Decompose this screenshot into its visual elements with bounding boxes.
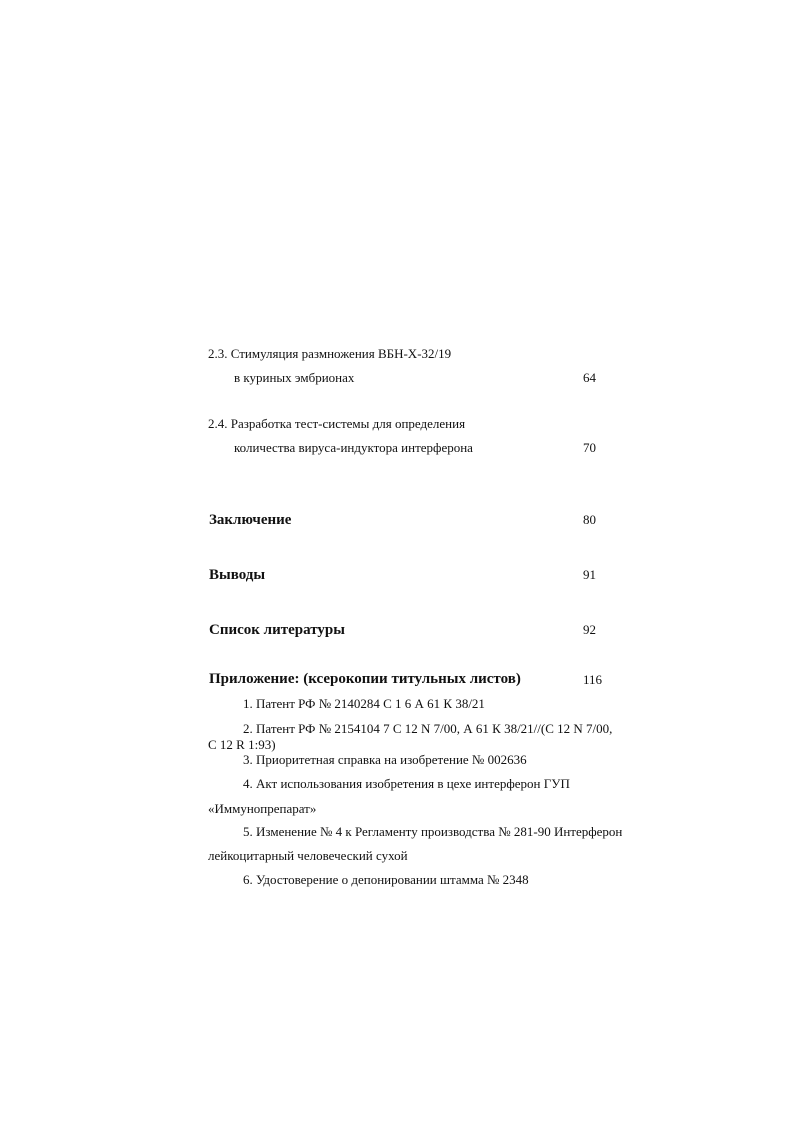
appendix-item-4-line-2: «Иммунопрепарат»	[208, 801, 317, 816]
toc-findings-title: Выводы	[209, 567, 266, 583]
toc-section-2-4-subtitle: количества вируса-индуктора интерферона	[234, 440, 473, 455]
appendix-item-2-line-1: 2. Патент РФ № 2154104 7 С 12 N 7/00, А 61 К 38/21//(С 12 N 7/00,	[243, 721, 613, 736]
appendix-item-3: 3. Приоритетная справка на изобретение № 002636	[243, 752, 527, 767]
toc-section-2-3-subtitle: в куриных эмбрионах	[234, 370, 355, 385]
appendix-item-5-line-2: лейкоцитарный человеческий сухой	[208, 848, 408, 863]
appendix-item-4-line-1: 4. Акт использования изобретения в цехе интерферон ГУП	[243, 776, 570, 791]
toc-conclusion-page: 80	[583, 512, 596, 527]
toc-conclusion-title: Заключение	[209, 512, 292, 528]
toc-section-2-3-title: 2.3. Стимуляция размножения ВБН-Х-32/19	[208, 346, 452, 361]
toc-section-2-3-page: 64	[583, 370, 596, 385]
toc-appendix-page: 116	[583, 672, 603, 687]
appendix-item-5-line-1: 5. Изменение № 4 к Регламенту производства № 281-90 Интерферон	[243, 824, 623, 839]
toc-section-2-4-title: 2.4. Разработка тест-системы для определения	[208, 416, 466, 431]
appendix-item-6: 6. Удостоверение о депонировании штамма № 2348	[243, 872, 529, 887]
appendix-item-1: 1. Патент РФ № 2140284 С 1 6 А 61 К 38/21	[243, 696, 485, 711]
toc-findings-page: 91	[583, 567, 596, 582]
toc-references-title: Список литературы	[209, 622, 345, 638]
appendix-item-2-line-2: С 12 R 1:93)	[208, 737, 276, 752]
toc-appendix-title: Приложение: (ксерокопии титульных листов)	[209, 671, 521, 687]
toc-references-page: 92	[583, 622, 596, 637]
toc-section-2-4-page: 70	[583, 440, 596, 455]
